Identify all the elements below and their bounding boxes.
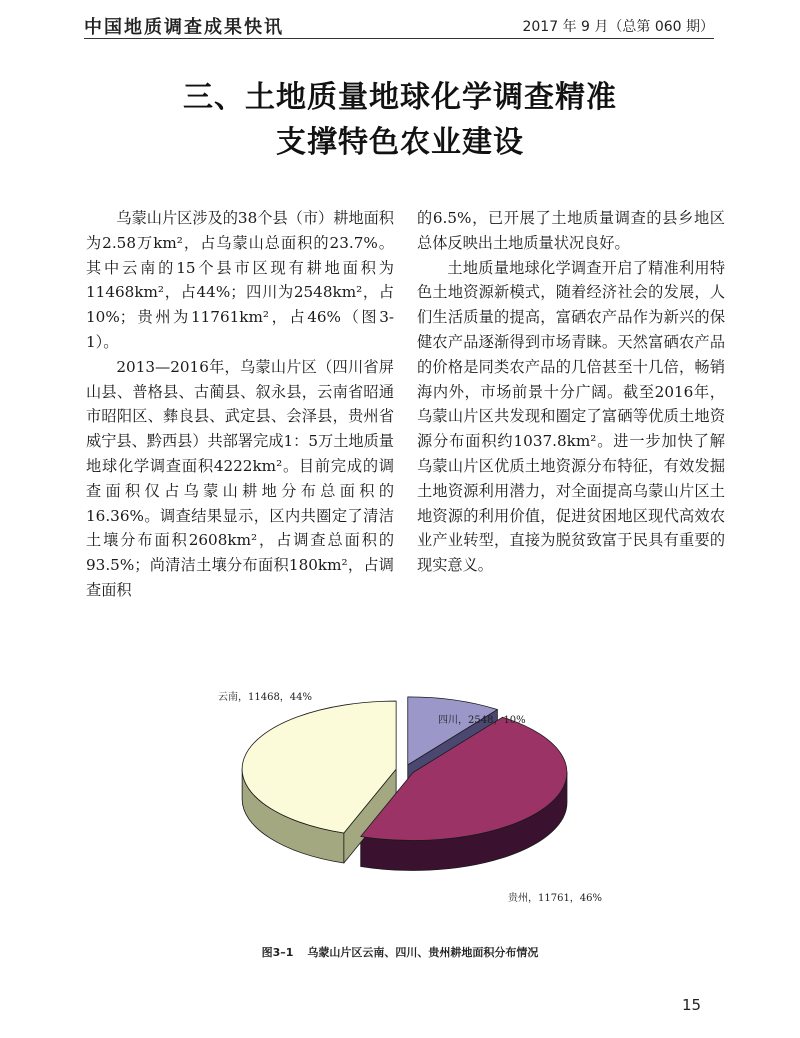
issue-date: 2017 年 9 月（总第 060 期） <box>522 19 714 35</box>
pie-chart <box>190 680 620 916</box>
paragraph: 乌蒙山片区涉及的38个县（市）耕地面积为2.58万km²，占乌蒙山总面积的23.7%。其中云南的15个县市区现有耕地面积为11468km²，占44%；四川为2548km²，占10%；贵州为11761km²，占46%（图3-1）。 <box>86 209 394 351</box>
label-guizhou: 贵州，11761，46% <box>508 893 603 904</box>
label-sichuan: 四川，2548，10% <box>438 715 526 726</box>
text-column-right <box>417 206 725 578</box>
figure-number: 图3–1 <box>261 946 294 959</box>
figure-caption <box>0 944 800 960</box>
section-title-line1: 三、土地质量地球化学调查精准 <box>183 80 617 115</box>
page-number: 15 <box>682 996 702 1014</box>
paragraph: 的6.5%，已开展了土地质量调查的县乡地区总体反映出土地质量状况良好。 <box>417 209 725 252</box>
text-column-left <box>86 206 394 603</box>
running-header <box>84 10 714 39</box>
label-yunnan: 云南，11468，44% <box>218 692 313 703</box>
section-title-line2: 支撑特色农业建设 <box>276 125 524 160</box>
paragraph: 土地质量地球化学调查开启了精准利用特色土地资源新模式，随着经济社会的发展，人们生活质量的提高，富硒农产品作为新兴的保健农产品逐渐得到市场青睐。天然富硒农产品的价格是同类农产品的几倍甚至十几倍，畅销海内外，市场前景十分广阔。截至2016年，乌蒙山片区共发现和圈定了富硒等优质土地资源分布面积约1037.8km²。进一步加快了解乌蒙山片区优质土地资源分布特征，有效发掘土地资源利用潜力，对全面提高乌蒙山片区土地资源的利用价值，促进贫困地区现代高效农业产业转型，直接为脱贫致富于民具有重要的现实意义。 <box>417 258 725 575</box>
journal-name: 中国地质调查成果快讯 <box>84 17 284 38</box>
paragraph: 2013—2016年，乌蒙山片区（四川省屏山县、普格县、古蔺县、叙永县，云南省昭通市昭阳区、彝良县、武定县、会泽县，贵州省威宁县、黔西县）共部署完成1：5万土地质量地球化学调查面积4222km²。目前完成的调查面积仅占乌蒙山耕地分布总面积的16.36%。调查结果显示，区内共圈定了清洁土壤分布面积2608km²，占调查总面积的93.5%；尚清洁土壤分布面积180km²，占调查面积 <box>86 357 394 599</box>
figure-caption-text: 乌蒙山片区云南、四川、贵州耕地面积分布情况 <box>307 946 539 959</box>
